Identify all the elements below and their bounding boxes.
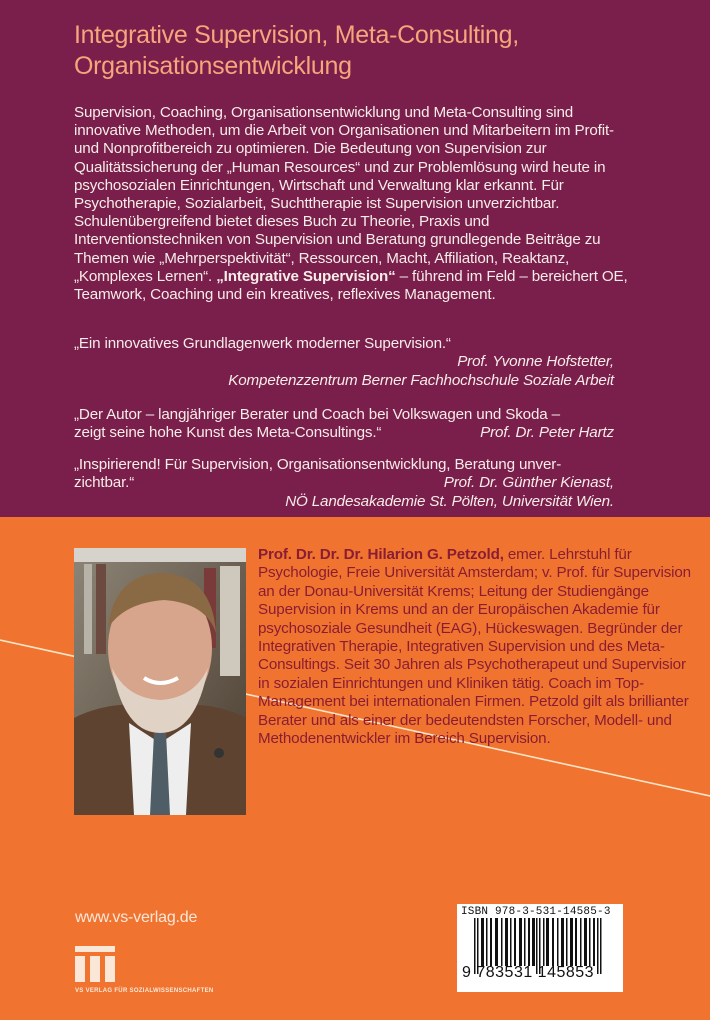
blurb-text: Supervision, Coaching, Organisationsentwicklung und Meta-Consulting sind innovative Methoden, um die Arbeit von Organisationen und Mitarbeitern im Profit- und Nonprofitbereich zu optimieren. Die Bedeutung von Supervision zur Qualitätssicherung der „Human Resources“ und zur Problemlösung wird heute in psychosozialen Einrichtungen, Wirtschaft und Verwaltung klar erkannt. Für Psychotherapie, Sozialarbeit, Suchttherapie ist Supervision unverzichtbar. Schulenübergreifend bietet dieses Buch zu Theorie, Praxis und Interventionstechniken von Supervision und Beratung grundlegende Beiträge zu Themen wie „Mehrperspektivität“, Ressourcen, Macht, Affiliation, Reaktanz, „Komplexes Lernen“. <box>74 104 614 285</box>
quote-text-line-2: zeigt seine hohe Kunst des Meta-Consultings.“ <box>74 424 382 442</box>
quote-attribution: Prof. Dr. Günther Kienast, <box>443 474 614 492</box>
title-line-1: Integrative Supervision, Meta-Consulting, <box>74 21 519 49</box>
author-name: Prof. Dr. Dr. Dr. Hilarion G. Petzold, <box>258 546 504 563</box>
blurb-text-end: – führend im Feld – bereichert OE, Teamwork, Coaching und ein kreatives, reflexives Management. <box>74 267 628 304</box>
review-quote-1 <box>74 335 614 390</box>
publisher-logo-text: VS VERLAG FÜR SOZIALWISSENSCHAFTEN <box>75 988 214 994</box>
quote-attribution: Prof. Dr. Peter Hartz <box>480 424 614 442</box>
author-bio-text: emer. Lehrstuhl für Psychologie, Freie Universität Amsterdam; v. Prof. für Supervision an der Donau-Universität Krems; Leitung der Studiengänge Supervision in Krems und an der Europäischen Akademie für psychosoziale Gesundheit (EAG), Hückeswagen. Begründer der Integrativen Therapie, Integrativen Supervision und des Meta-Consultings. Seit 30 Jahren als Psychotherapeut und Supervisior in sozialen Einrichtungen und Kliniken tätig. Coach im Top-Management bei internationalen Firmen. Petzold gilt als brillianter Berater und als einer der bedeutendsten Forscher, Modell- und Methodenentwickler im Bereich Supervision. <box>258 546 691 748</box>
isbn-barcode <box>457 904 623 992</box>
quote-text-line-1: „Der Autor – langjähriger Berater und Coach bei Volkswagen und Skoda – <box>74 406 560 423</box>
quote-attribution: Prof. Yvonne Hofstetter, <box>457 353 614 371</box>
review-quote-2 <box>74 406 614 443</box>
author-bio <box>258 546 698 748</box>
publisher-url-link[interactable]: www.vs-verlag.de <box>75 909 198 926</box>
quote-text-line-2: zichtbar.“ <box>74 474 135 492</box>
quote-affiliation: Kompetenzzentrum Berner Fachhochschule Soziale Arbeit <box>228 371 614 389</box>
title-line-2: Organisationsentwicklung <box>74 52 352 80</box>
isbn-text: ISBN 978-3-531-14585-3 <box>461 906 611 918</box>
author-photo <box>74 548 246 815</box>
quote-text: „Ein innovatives Grundlagenwerk moderner Supervision.“ <box>74 335 451 352</box>
blurb-bold: „Integrative Supervision“ <box>216 267 396 285</box>
quote-affiliation: NÖ Landesakademie St. Pölten, Universität Wien. <box>285 492 614 510</box>
review-quote-3 <box>74 456 614 511</box>
quote-text-line-1: „Inspirierend! Für Supervision, Organisationsentwicklung, Beratung unver- <box>74 456 562 473</box>
book-title <box>74 20 674 82</box>
book-description <box>74 104 634 304</box>
vs-verlag-logo-icon <box>75 946 115 986</box>
ean-number: 9 783531 145853 <box>462 964 595 981</box>
